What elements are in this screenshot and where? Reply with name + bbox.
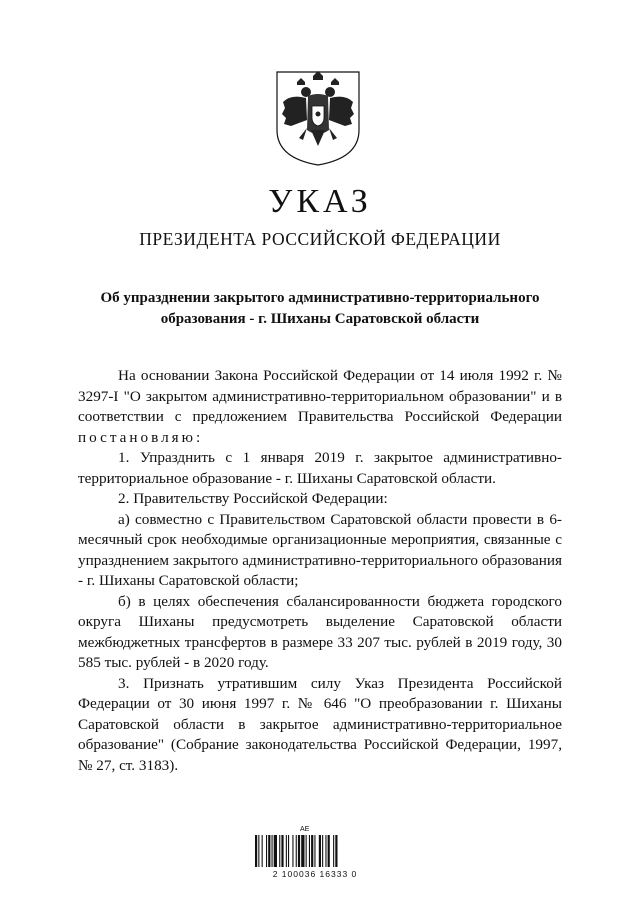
coat-of-arms-icon xyxy=(273,68,363,168)
document-title: УКАЗ xyxy=(268,183,372,220)
item-2b-paragraph: б) в целях обеспечения сбалансированности бюджета городского округа Шиханы предусмотреть выделение Саратовской области межбюджетных трансфертов в размере 33 207 тыс. рублей в 2019 году, 30 585 тыс. рублей - в 2020 году. xyxy=(78,592,562,671)
preamble-paragraph xyxy=(78,366,562,448)
item-3-paragraph: 3. Признать утратившим силу Указ Президента Российской Федерации от 30 июня 1997 г. № 646 "О преобразовании г. Шиханы Саратовской области в закрытое административно-территориальное образование" (Собрание законодательства Российской Федерации, 1997, № 27, ст. 3183). xyxy=(78,674,562,774)
barcode-number: 2 100036 16333 0 xyxy=(272,869,358,879)
item-1-paragraph: 1. Упразднить с 1 января 2019 г. закрытое административно-территориальное образование - г. Шиханы Саратовской области. xyxy=(78,449,562,487)
document-subtitle: ПРЕЗИДЕНТА РОССИЙСКОЙ ФЕДЕРАЦИИ xyxy=(139,229,501,249)
item-2-paragraph: 2. Правительству Российской Федерации: xyxy=(118,490,388,507)
decree-heading: Об упразднении закрытого административно-территориального образования - г. Шиханы Саратовской области xyxy=(100,290,540,327)
barcode xyxy=(250,826,380,886)
barcode-mark: AE xyxy=(300,826,310,833)
preamble-text: На основании Закона Российской Федерации от 14 июля 1992 г. № 3297-I "О закрытом административно-территориальном образовании" и в соответствии с предложением Правительства Российской Федерации xyxy=(78,367,562,425)
decree-body xyxy=(78,366,562,776)
barcode-icon xyxy=(255,835,375,867)
preamble-decree-word: постановляю: xyxy=(78,428,204,446)
item-2a-paragraph: а) совместно с Правительством Саратовской области провести в 6-месячный срок необходимые организационные мероприятия, связанные с упразднением закрытого административно-территориального образования - г. Шиханы Саратовской области; xyxy=(78,510,562,589)
